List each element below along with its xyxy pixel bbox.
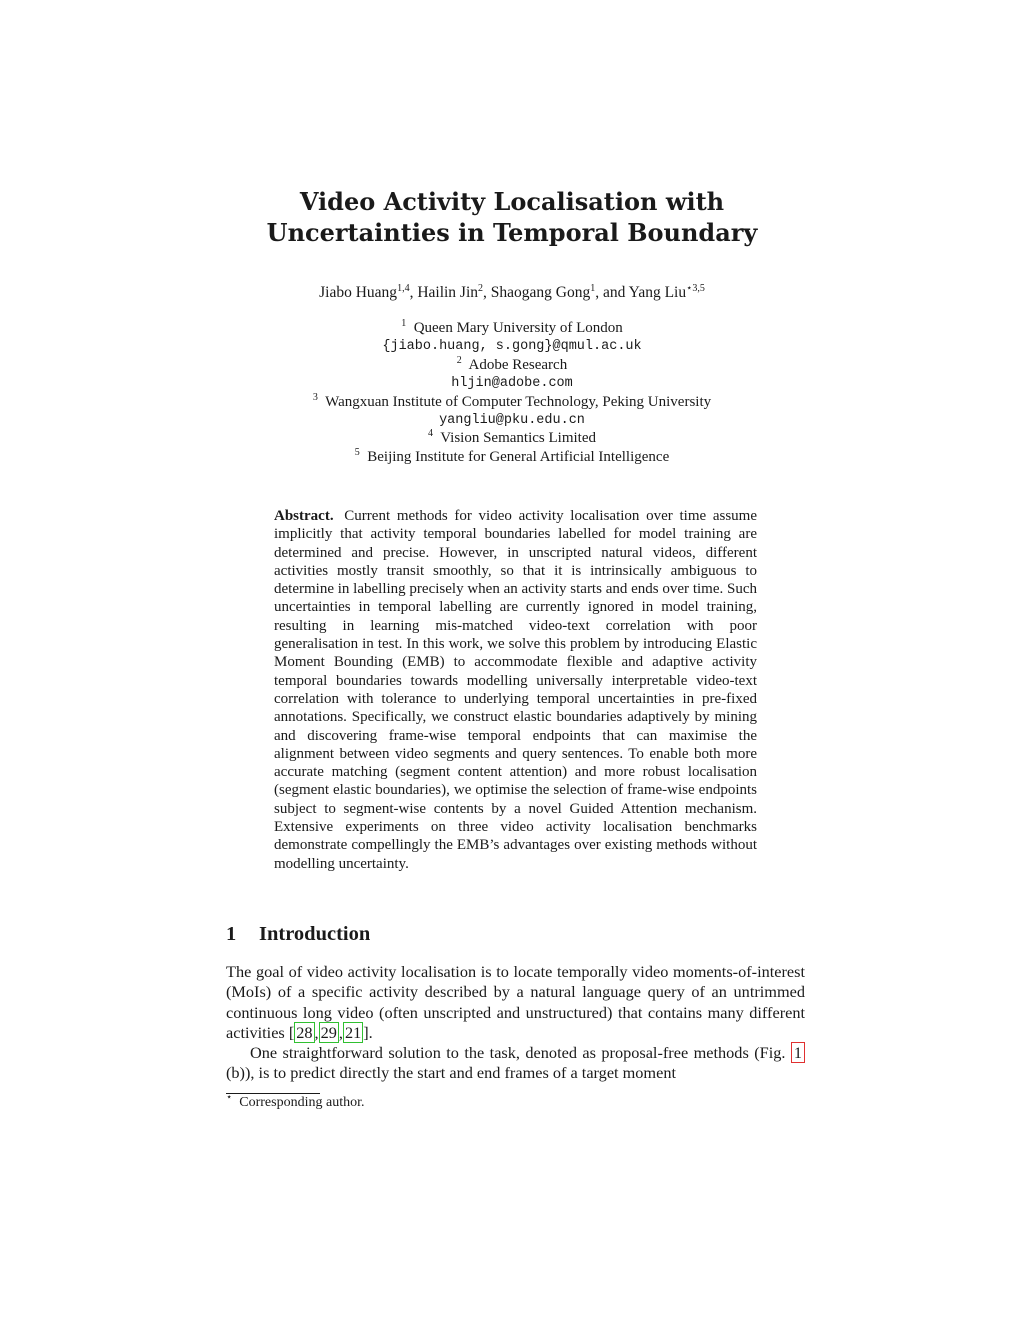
affiliation-1: $^1$ Queen Mary University of London — [401, 318, 623, 336]
author-list — [0, 284, 1024, 302]
author: Yang Liu$^{⋆3,5}$ — [628, 283, 705, 301]
citation-link[interactable]: 28 — [296, 1022, 313, 1042]
section-number: 1 — [226, 923, 237, 945]
affiliation-1-email[interactable]: {jiabo.huang, s.gong}@qmul.ac.uk — [382, 339, 642, 354]
body-text — [226, 962, 805, 1084]
affiliation-3: $^3$ Wangxuan Institute of Computer Technology, Peking University — [312, 392, 712, 410]
section-heading — [226, 923, 370, 946]
figure-link[interactable]: 1 — [791, 1042, 805, 1063]
footnote-mark: ⋆ — [226, 1092, 233, 1103]
title-line-2: Uncertainties in Temporal Boundary — [266, 218, 758, 247]
affiliation-4: $^4$ Vision Semantics Limited — [428, 428, 596, 446]
author: Hailin Jin$^2$, — [417, 283, 491, 301]
section-title: Introduction — [259, 923, 371, 945]
abstract — [274, 507, 757, 873]
affiliation-2-email[interactable]: hljin@adobe.com — [451, 376, 573, 391]
author: Shaogang Gong$^1$, and — [490, 283, 629, 301]
abstract-text: Current methods for video activity localisation over time assume implicitly that activity temporal boundaries labelled for model training are determined and precise. However, in unscripted natural videos, different activities mostly transit smoothly, so that it is intrinsically ambiguous to determine in labelling precisely when an activity starts and ends over time. Such uncertainties in temporal labelling are currently ignored in model training, resulting in learning mis-matched video-text correlation with poor generalisation in test. In this work, we solve this problem by introducing Elastic Moment Bounding (EMB) to accommodate flexible and adaptive activity temporal boundaries towards modelling universally interpretable video-text correlation with tolerance to underlying temporal uncertainties in pre-fixed annotations. Specifically, we construct elastic boundaries adaptively by mining and discovering frame-wise temporal endpoints that can maximise the alignment between video segments and query sentences. To enable both more accurate matching (segment content attention) and more robust localisation (segment elastic boundaries), we optimise the selection of frame-wise endpoints subject to segment-wise contents by a novel Guided Attention mechanism. Extensive experiments on three video activity localisation benchmarks demonstrate compellingly the EMB’s advantages over existing methods without modelling uncertainty. — [274, 508, 758, 872]
affiliation-2: $^2$ Adobe Research — [456, 355, 568, 373]
citation-link[interactable]: 21 — [344, 1022, 362, 1042]
paragraph: The goal of video activity localisation is to locate temporally video moments-of-interest (MoIs) of a specific activity described by a natural language query of an untrimmed continuous long video (often unscripted and unstructured) that contains many different activities [ 28 , 29 , 21 ]. — [226, 962, 805, 1042]
paper-title — [0, 186, 1024, 248]
citation-link[interactable]: 29 — [320, 1022, 337, 1042]
affiliation-5: $^5$ Beijing Institute for General Artificial Intelligence — [354, 447, 670, 465]
paragraph: One straightforward solution to the task, denoted as proposal-free methods (Fig. 1 (b)), is to predict directly the start and end frames of a target moment — [226, 1043, 805, 1084]
abstract-label: Abstract. — [274, 508, 334, 524]
title-line-1: Video Activity Localisation with — [299, 187, 725, 216]
author: Jiabo Huang$^{1,4}$, — [319, 283, 418, 301]
footnote — [226, 1092, 365, 1111]
affiliation-3-email[interactable]: yangliu@pku.edu.cn — [439, 413, 585, 428]
footnote-rule — [226, 1093, 320, 1094]
footnote-text: Corresponding author. — [239, 1095, 365, 1110]
